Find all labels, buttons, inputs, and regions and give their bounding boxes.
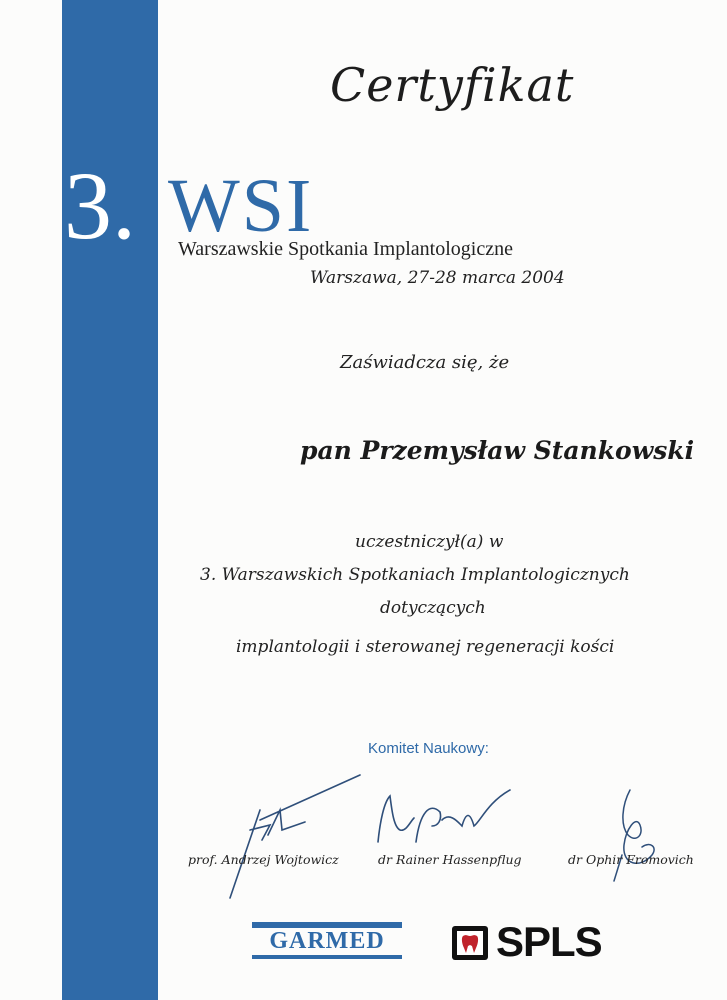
signature-hassenpflug: [370, 782, 520, 852]
spls-logo: [452, 918, 622, 966]
spls-logo-text: SPLS: [496, 918, 602, 965]
garmed-logo: [252, 922, 402, 962]
event-number: 3.: [64, 152, 136, 259]
participation-line-2: 3. Warszawskich Spotkaniach Implantologicznych: [200, 565, 630, 585]
signature-wojtowicz: [220, 770, 370, 900]
event-name: Warszawskie Spotkania Implantologiczne: [178, 238, 513, 260]
participation-line-1: uczestniczył(a) w: [355, 532, 504, 552]
participation-line-4: implantologii i sterowanej regeneracji kości: [236, 637, 615, 657]
certificate-title: Certyfikat: [330, 58, 575, 112]
participation-line-3: dotyczących: [380, 598, 486, 618]
garmed-logo-text: GARMED: [269, 928, 385, 954]
place-date: Warszawa, 27-28 marca 2004: [310, 268, 565, 288]
blue-side-band: [62, 0, 158, 1000]
signature-fromovich: [600, 785, 670, 885]
recipient-name: pan Przemysław Stankowski: [300, 436, 695, 465]
garmed-logo-bar-bottom: [252, 955, 402, 959]
signatory-1: prof. Andrzej Wojtowicz: [188, 852, 339, 867]
signatory-3: dr Ophir Fromovich: [568, 852, 694, 867]
tooth-icon: [452, 926, 488, 960]
event-acronym: WSI: [168, 164, 314, 248]
signatory-2: dr Rainer Hassenpflug: [378, 852, 522, 867]
certify-text: Zaświadcza się, że: [340, 352, 510, 373]
committee-label: Komitet Naukowy:: [368, 740, 489, 757]
